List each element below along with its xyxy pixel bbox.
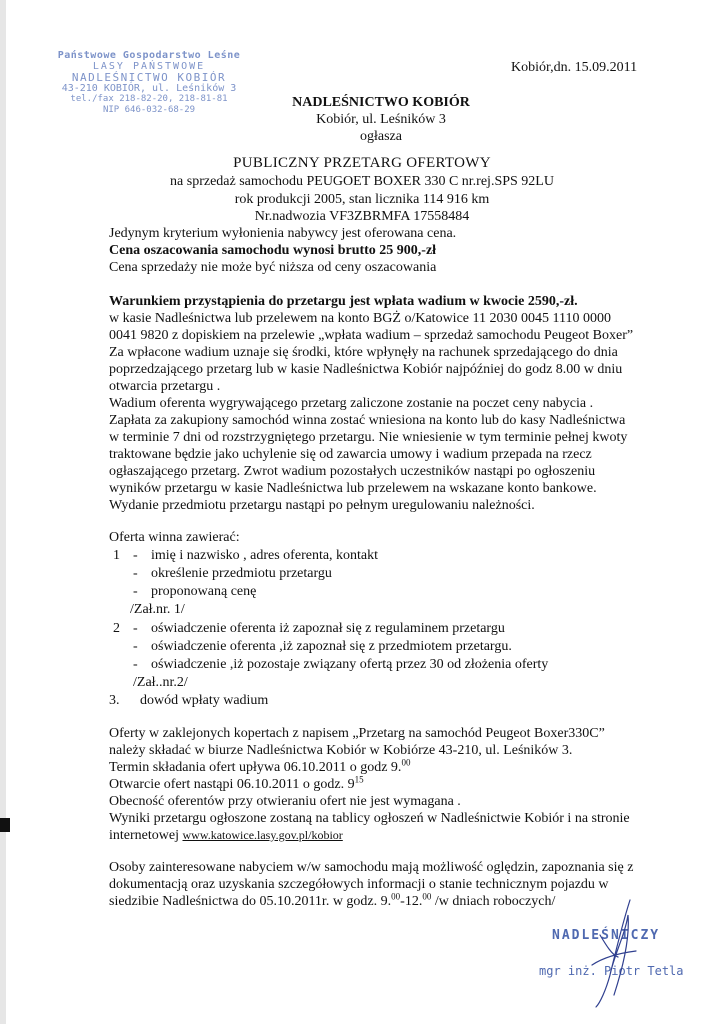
list-dash: -	[133, 566, 138, 581]
conditions-line: traktowane będzie jako uchylenie się od zawarcia umowy i wadium przepada na rzecz	[109, 447, 592, 462]
deadline-text: Termin składania ofert upływa 06.10.2011 o godz 9.	[109, 760, 402, 775]
inspection-line: Osoby zainteresowane nabyciem w/w samochodu mają możliwość oględzin, zapoznania się z	[109, 860, 634, 875]
opening-line	[109, 774, 364, 793]
list-item: określenie przedmiotu przetargu	[151, 566, 332, 581]
presence-line: Obecność oferentów przy otwieraniu ofert nie jest wymagana .	[109, 794, 461, 809]
scan-edge-mark	[0, 818, 10, 832]
valuation-line: Cena oszacowania samochodu wynosi brutto 25 900,-zł	[109, 243, 437, 258]
list-item: oświadczenie ,iż pozostaje związany ofertą przez 30 od złożenia oferty	[151, 657, 549, 672]
min-price-line: Cena sprzedaży nie może być niższa od ceny oszacowania	[109, 260, 437, 275]
list-number: 2	[113, 621, 120, 636]
year-line: rok produkcji 2005, stan licznika 114 916 km	[234, 192, 490, 207]
inspection-line: dokumentacją oraz uzyskania szczegółowych informacji o stanie technicznym pojazdu w	[109, 877, 609, 892]
stamp-line: NIP 646-032-68-29	[102, 105, 196, 115]
document-date: Kobiór,dn. 15.09.2011	[511, 60, 638, 75]
inspection-minutes: 00	[391, 891, 401, 902]
conditions-line: ogłaszającego przetarg. Zwrot wadium pozostałych uczestników nastąpi po ogłoszeniu	[109, 464, 596, 479]
list-number: 1	[113, 548, 120, 563]
deposit-condition: Warunkiem przystąpienia do przetargu jest wpłata wadium w kwocie 2590,-zł.	[109, 294, 578, 309]
website-link[interactable]: www.katowice.lasy.gov.pl/kobior	[182, 828, 343, 842]
inspection-text: siedzibie Nadleśnictwa do 05.10.2011r. w godz. 9.	[109, 894, 392, 909]
conditions-line: w kasie Nadleśnictwa lub przelewem na konto BGŻ o/Katowice 11 2030 0045 1110 0000	[109, 311, 611, 326]
conditions-line: Wydanie przedmiotu przetargu nastąpi po pełnym uregulowaniu należności.	[109, 498, 535, 513]
conditions-line: poprzedzającego przetarg lub w kasie Nadleśnictwa Kobiór najpóźniej do godz 8.00 w dniu	[109, 362, 623, 377]
inspection-minutes: 00	[422, 891, 432, 902]
opening-minutes: 15	[354, 774, 364, 785]
submission-line: należy składać w biurze Nadleśnictwa Kobiór w Kobiórze 43-210, ul. Leśników 3.	[109, 743, 573, 758]
issuer-address: Kobiór, ul. Leśników 3	[316, 112, 446, 127]
stamp-line: tel./fax 218-82-20, 218-81-81	[70, 94, 228, 104]
conditions-line: w terminie 7 dni od rozstrzygniętego przetargu. Nie wniesienie w tym terminie pełnej kwoty	[109, 430, 628, 445]
list-dash: -	[133, 621, 138, 636]
attachment-ref: /Zał.nr. 1/	[130, 602, 185, 617]
tender-heading: PUBLICZNY PRZETARG OFERTOWY	[233, 155, 491, 171]
conditions-line: 0041 9820 z dopiskiem na przelewie „wpłata wadium – sprzedaż samochodu Peugeot Boxer”	[109, 328, 634, 343]
list-item: proponowaną cenę	[151, 584, 257, 599]
list-dash: -	[133, 639, 138, 654]
conditions-line: Za wpłacone wadium uznaje się środki, które wpłynęły na rachunek sprzedającego do dnia	[109, 345, 618, 360]
announces-label: ogłasza	[360, 129, 402, 144]
stamp-line: Państwowe Gospodarstwo Leśne	[57, 50, 241, 61]
offer-heading: Oferta winna zawierać:	[109, 530, 240, 545]
stamp-line: NADLEŚNICTWO KOBIÓR	[71, 71, 227, 84]
conditions-line: Wadium oferenta wygrywającego przetarg zaliczone zostanie na poczet ceny nabycia .	[109, 396, 594, 411]
opening-text: Otwarcie ofert nastąpi 06.10.2011 o godz. 9	[109, 777, 355, 792]
results-line: Wyniki przetargu ogłoszone zostaną na tablicy ogłoszeń w Nadleśnictwie Kobiór i na stronie	[109, 811, 630, 826]
inspection-line-3	[109, 891, 556, 910]
list-dash: -	[133, 548, 138, 563]
conditions-line: Zapłata za zakupiony samochód winna zostać wniesiona na konto lub do kasy Nadleśnictwa	[109, 413, 626, 428]
list-number: 3.	[109, 693, 120, 708]
list-item: oświadczenie oferenta ,iż zapoznał się z przedmiotem przetargu.	[151, 639, 512, 654]
submission-line: Oferty w zaklejonych kopertach z napisem „Przetarg na samochód Peugeot Boxer330C”	[109, 726, 605, 741]
handwritten-signature	[570, 895, 650, 1015]
conditions-line: otwarcia przetargu .	[109, 379, 221, 394]
vin-line: Nr.nadwozia VF3ZBRMFA 17558484	[254, 209, 470, 224]
results-prefix: internetowej	[109, 828, 179, 843]
vehicle-line: na sprzedaż samochodu PEUGOET BOXER 330 C nr.rej.SPS 92LU	[170, 174, 554, 189]
office-stamp	[34, 50, 264, 116]
inspection-text: -12.	[400, 894, 423, 909]
criterion-line: Jedynym kryterium wyłonienia nabywcy jest oferowana cena.	[109, 226, 457, 241]
signatory-name: mgr inż. Piotr Tetla	[539, 964, 684, 978]
list-dash: -	[133, 584, 138, 599]
inspection-text: /w dniach roboczych/	[431, 894, 556, 909]
list-item: imię i nazwisko , adres oferenta, kontakt	[151, 548, 379, 563]
stamp-line: LASY PAŃSTWOWE	[92, 61, 206, 72]
scan-edge	[0, 0, 6, 1024]
list-item: oświadczenie oferenta iż zapoznał się z regulaminem przetargu	[151, 621, 505, 636]
list-dash: -	[133, 657, 138, 672]
issuer-title: NADLEŚNICTWO KOBIÓR	[292, 95, 470, 110]
deadline-minutes: 00	[401, 757, 411, 768]
results-line-2	[109, 828, 343, 844]
conditions-line: wyników przetargu w kasie Nadleśnictwa lub przelewem na wskazane konto bankowe.	[109, 481, 597, 496]
attachment-ref: /Zał..nr.2/	[133, 675, 188, 690]
signatory-title: NADLEŚNICZY	[552, 928, 661, 943]
stamp-line: 43-210 KOBIÓR, ul. Leśników 3	[61, 83, 237, 94]
list-item: dowód wpłaty wadium	[140, 693, 269, 708]
deadline-line	[109, 757, 411, 776]
